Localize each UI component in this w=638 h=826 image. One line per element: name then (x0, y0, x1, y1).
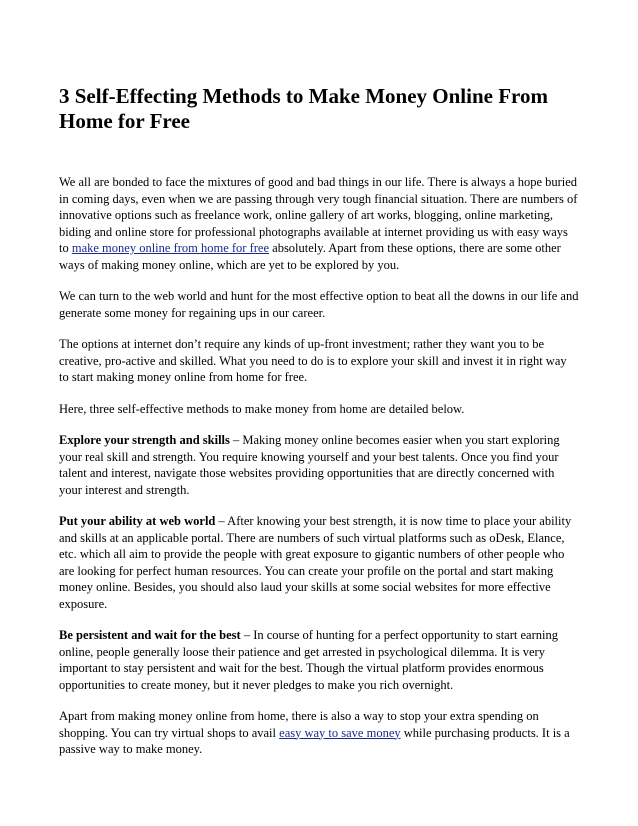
method-ability-text: – After knowing your best strength, it is now time to place your ability and skills at an applicable portal. There are numbers of such virtual platforms such as oDesk, Elance, etc. which all aim to provide the people with great exposure to gigantic numbers of other people who are looking for perfect human resources. You can create your profile on the portal and start making money online. Besides, you should also laud your skills at some social websites for more effective exposure. (59, 514, 572, 611)
closing-paragraph (59, 708, 579, 758)
method-persistent-heading: Be persistent and wait for the best (59, 628, 241, 642)
page-title: 3 Self-Effecting Methods to Make Money Online From Home for Free (59, 84, 548, 133)
intro-text-end: absolutely. Apart from these options, there are some other ways of making money online, which are yet to be explored by you. (59, 241, 561, 272)
method-ability-heading: Put your ability at web world (59, 514, 216, 528)
options-paragraph: The options at internet don’t require any kinds of up-front investment; rather they want you to be creative, pro-active and skilled. What you need to do is to explore your skill and invest it in right way to start making money online from home for free. (59, 337, 567, 384)
method-ability-paragraph (59, 513, 579, 612)
document-page (59, 84, 579, 773)
article-body (59, 174, 579, 758)
method-persistent-paragraph (59, 627, 579, 693)
make-money-online-link[interactable]: make money online from home for free (71, 241, 270, 255)
intro-text-start: We all are bonded to face the mixtures of good and bad things in our life. There is always a hope buried in coming days, even when we are passing through very tough financial situation. There are numbers of innovative options such as freelance work, online gallery of art works, blogging, online marketing, biding and online store for professional photographs available at internet providing us with easy ways to (59, 175, 578, 255)
closing-text-end: while purchasing products. It is a passive way to make money. (59, 725, 570, 756)
web-world-paragraph: We can turn to the web world and hunt for the most effective option to beat all the downs in our life and generate some money for regaining ups in our career. (59, 289, 579, 320)
methods-intro-paragraph: Here, three self-effective methods to make money from home are detailed below. (59, 401, 465, 416)
method-explore-text: – Making money online becomes easier when you start exploring your real skill and strength. You require knowing yourself and your best talents. Once you find your talent and interest, navigate those websites providing opportunities that are directly concerned with your interest and strength. (59, 433, 560, 497)
save-money-link[interactable]: easy way to save money (279, 725, 401, 740)
intro-paragraph (59, 174, 579, 273)
method-persistent-text: – In course of hunting for a perfect opportunity to start earning online, people generally loose their patience and get arrested in psychological dilemma. It is very important to stay persistent and wait for the best. Though the virtual platform provides enormous opportunities to create money, but it never pledges to make you rich overnight. (59, 628, 558, 692)
method-explore-paragraph (59, 432, 579, 498)
closing-text-start: Apart from making money online from home, there is also a way to stop your extra spending on shopping. You can try virtual shops to avail (59, 709, 539, 740)
method-explore-heading: Explore your strength and skills (59, 433, 230, 447)
